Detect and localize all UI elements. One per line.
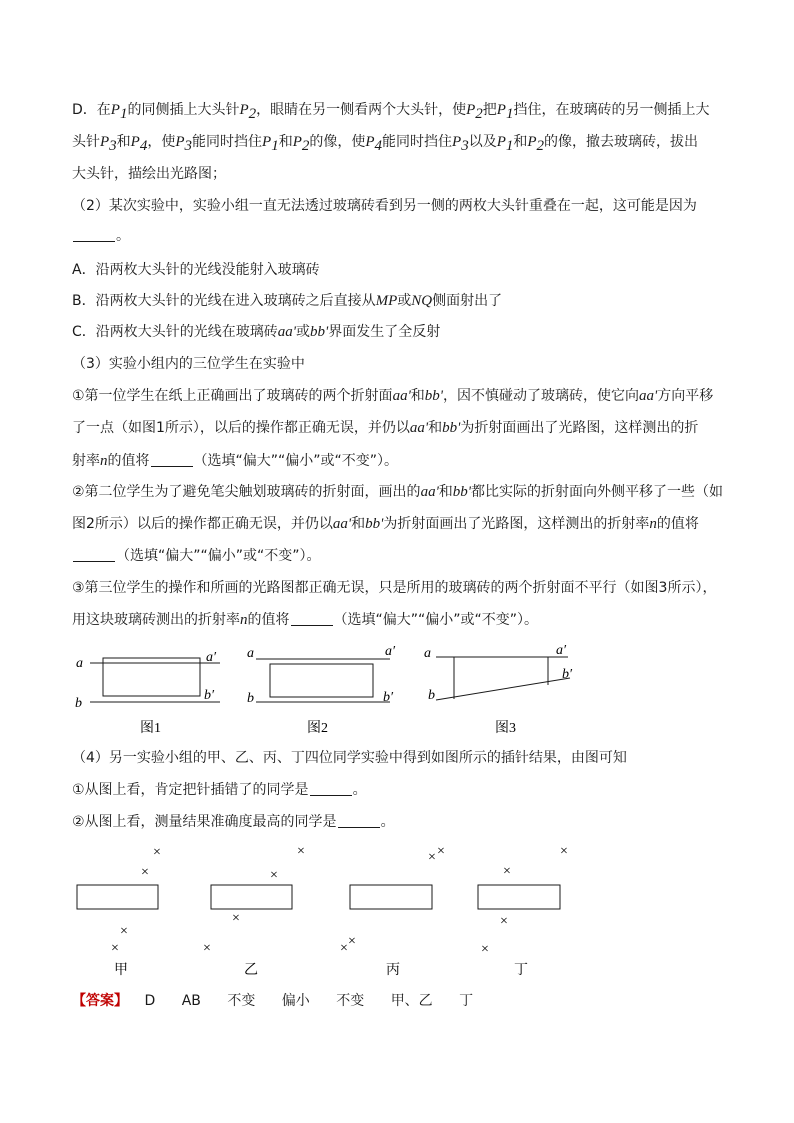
symbol-aa: aa'	[392, 388, 411, 404]
pin-mark: ×	[348, 934, 356, 949]
text: 和	[351, 516, 366, 532]
label-b: b	[247, 691, 254, 706]
label-a-prime: a′	[206, 650, 217, 665]
answer-blank[interactable]	[310, 781, 352, 796]
sub: 3	[461, 137, 469, 154]
text: 侧面射出了	[432, 293, 503, 309]
student-2-line-1	[72, 482, 723, 502]
student-2-line-3	[72, 546, 321, 566]
text: ①从图上看，肯定把针插错了的同学是	[72, 782, 309, 798]
symbol-n: n	[240, 612, 248, 628]
figure-3	[436, 657, 570, 700]
symbol-p2: P	[292, 134, 302, 150]
pin-mark: ×	[297, 844, 305, 859]
answer-value: 甲、乙	[390, 993, 433, 1009]
label-yi: 乙	[244, 963, 258, 978]
figure-2	[256, 659, 390, 702]
answer-blank[interactable]	[73, 547, 115, 562]
label-a: a	[247, 646, 254, 661]
brick-jia	[77, 885, 158, 909]
symbol-p4: P	[365, 134, 375, 150]
label-b: b	[428, 688, 435, 703]
sub: 1	[271, 137, 279, 154]
text: ，因不慎碰动了玻璃砖，使它向	[443, 388, 639, 404]
symbol-p1: P	[496, 102, 506, 118]
sub: 2	[301, 137, 310, 154]
text: （选填“偏大”“偏小”或“不变”）。	[333, 612, 539, 628]
text: 的值将	[247, 612, 290, 628]
answer-value: 偏小	[281, 993, 310, 1009]
line-bb	[436, 678, 570, 700]
brick-ding	[478, 885, 560, 909]
figures-1-3	[0, 640, 794, 740]
label-b-prime: b′	[204, 688, 215, 703]
glass-brick	[270, 664, 373, 697]
answer-blank[interactable]	[151, 452, 193, 467]
symbol-n: n	[649, 516, 657, 532]
pin-mark: ×	[120, 924, 128, 939]
sub: 1	[505, 137, 514, 154]
question-4-2	[72, 812, 395, 832]
text: 的同侧插上大头针	[127, 102, 240, 118]
text: 或	[296, 324, 310, 340]
pin-mark: ×	[437, 844, 445, 859]
answer-blank[interactable]	[338, 813, 380, 828]
student-1-line-3	[72, 451, 398, 471]
pin-mark: ×	[560, 844, 568, 859]
pin-mark: ×	[428, 850, 436, 865]
sub: 3	[109, 137, 117, 154]
question-2: （2）某次实验中，实验小组一直无法透过玻璃砖看到另一侧的两枚大头针重叠在一起，这可能是因为	[72, 198, 697, 214]
text: 为折射面画出了光路图，这样测出的折	[460, 420, 699, 436]
text: 射率	[72, 453, 100, 469]
sub: 2	[475, 105, 483, 122]
sub: 4	[139, 137, 148, 154]
sub: 2	[536, 137, 545, 154]
label-b-prime: b′	[562, 667, 573, 682]
text: 能同时挡住	[192, 134, 263, 150]
answer-value: AB	[181, 993, 201, 1009]
pin-mark: ×	[270, 868, 278, 883]
symbol-p2: P	[239, 102, 249, 118]
symbol-p3: P	[175, 134, 185, 150]
option-d-line-1	[72, 100, 709, 124]
text: 能同时挡住	[382, 134, 453, 150]
symbol-aa: aa'	[277, 324, 296, 340]
text: 的像，使	[309, 134, 366, 150]
label-b: b	[75, 696, 82, 711]
text: 。	[380, 814, 395, 830]
text: ，眼睛在另一侧看两个大头针，使	[256, 102, 467, 118]
student-1-line-2	[72, 418, 698, 438]
pin-mark: ×	[141, 865, 149, 880]
sub: 3	[184, 137, 193, 154]
answer-blank[interactable]	[73, 227, 115, 242]
text: 图2所示）以后的操作都正确无误，并仍以	[72, 516, 333, 532]
student-1-line-1	[72, 386, 713, 406]
text: B．沿两枚大头针的光线在进入玻璃砖之后直接从	[72, 293, 376, 309]
text: 挡住，在玻璃砖的另一侧插上大	[513, 102, 710, 118]
answer-blank[interactable]	[291, 611, 333, 626]
symbol-p4: P	[130, 134, 140, 150]
symbol-bb: bb'	[442, 420, 461, 436]
text: 。	[352, 782, 367, 798]
symbol-mp: MP	[375, 293, 398, 309]
symbol-nq: NQ	[411, 293, 433, 309]
option-b	[72, 291, 502, 311]
label-a: a	[76, 656, 83, 671]
text: ，使	[147, 134, 176, 150]
caption-fig3: 图3	[495, 721, 516, 736]
question-2-blank-line	[72, 226, 130, 246]
text: 以及	[468, 134, 497, 150]
label-a: a	[424, 646, 431, 661]
answer-value: 不变	[227, 993, 256, 1009]
text: 的值将	[107, 453, 150, 469]
student-3-line-2	[72, 610, 538, 630]
option-a: A．沿两枚大头针的光线没能射入玻璃砖	[72, 262, 320, 278]
figure-1	[90, 658, 220, 702]
symbol-bb: bb'	[365, 516, 384, 532]
text: （选填“偏大”“偏小”或“不变”）。	[193, 453, 399, 469]
text: 和	[428, 420, 443, 436]
text: 为折射面画出了光路图，这样测出的折射率	[383, 516, 650, 532]
symbol-aa: aa'	[409, 420, 429, 436]
text: ②从图上看，测量结果准确度最高的同学是	[72, 814, 337, 830]
symbol-aa: aa'	[420, 484, 439, 500]
text: （选填“偏大”“偏小”或“不变”）。	[116, 548, 321, 564]
caption-fig1: 图1	[140, 721, 161, 736]
answer-line	[72, 990, 495, 1010]
student-2-line-2	[72, 514, 699, 534]
symbol-p1: P	[110, 102, 120, 118]
sub: 4	[374, 137, 383, 154]
symbol-bb: bb'	[424, 388, 443, 404]
text: 方向平移	[657, 388, 714, 404]
answer-value: 不变	[336, 993, 365, 1009]
symbol-p3: P	[100, 134, 110, 150]
pin-mark: ×	[153, 845, 161, 860]
pin-mark: ×	[340, 941, 348, 956]
text: D．在	[72, 102, 111, 118]
label-a-prime: a′	[556, 643, 567, 658]
question-3: （3）实验小组内的三位学生在实验中	[72, 356, 305, 372]
option-d-line-2	[72, 132, 698, 156]
text: 界面发生了全反射	[328, 324, 441, 340]
text: 和	[410, 388, 425, 404]
sub: 2	[248, 105, 257, 122]
text: 的像，撤去玻璃砖，拔出	[544, 134, 699, 150]
text: 头针	[72, 134, 100, 150]
text: 。	[116, 228, 130, 244]
text: 的值将	[656, 516, 699, 532]
text: 和	[116, 134, 131, 150]
question-4: （4）另一实验小组的甲、乙、丙、丁四位同学实验中得到如图所示的插针结果，由图可知	[72, 750, 627, 766]
text: 把	[482, 102, 497, 118]
pin-mark: ×	[111, 941, 119, 956]
pin-mark: ×	[503, 864, 511, 879]
brick-yi	[211, 885, 292, 909]
symbol-n: n	[100, 453, 108, 469]
text: 和	[438, 484, 453, 500]
text: 和	[278, 134, 293, 150]
sub: 1	[505, 105, 514, 122]
student-3-line-1: ③第三位学生的操作和所画的光路图都正确无误，只是所用的玻璃砖的两个折射面不平行（如图3所示），	[72, 580, 717, 596]
pin-mark: ×	[481, 942, 489, 957]
symbol-p2: P	[527, 134, 537, 150]
label-jia: 甲	[114, 963, 128, 978]
caption-fig2: 图2	[307, 721, 328, 736]
label-bing: 丙	[386, 963, 400, 978]
text: ②第二位学生为了避免笔尖触划玻璃砖的折射面，画出的	[72, 484, 421, 500]
option-d-line-3: 大头针，描绘出光路图；	[72, 166, 226, 182]
brick-bing	[350, 885, 432, 909]
sub: 1	[119, 105, 128, 122]
symbol-p3: P	[452, 134, 462, 150]
text: 用这块玻璃砖测出的折射率	[72, 612, 240, 628]
option-c	[72, 322, 440, 342]
label-b-prime: b′	[383, 690, 394, 705]
symbol-bb: bb'	[310, 324, 329, 340]
label-a-prime: a′	[385, 644, 396, 659]
text: 或	[397, 293, 412, 309]
symbol-p2: P	[466, 102, 476, 118]
text: C．沿两枚大头针的光线在玻璃砖	[72, 324, 278, 340]
answer-value: 丁	[459, 993, 474, 1009]
answer-tag: 【答案】	[72, 993, 128, 1009]
symbol-aa: aa'	[639, 388, 658, 404]
label-ding: 丁	[514, 963, 528, 978]
text: 和	[513, 134, 528, 150]
symbol-p1: P	[496, 134, 506, 150]
text: 都比实际的折射面向外侧平移了一些（如	[471, 484, 723, 500]
symbol-aa: aa'	[332, 516, 352, 532]
text: 了一点（如图1所示），以后的操作都正确无误，并仍以	[72, 420, 410, 436]
pin-figures	[0, 838, 794, 978]
answer-value: D	[144, 993, 156, 1009]
question-4-1	[72, 780, 367, 800]
symbol-p1: P	[262, 134, 272, 150]
pin-mark: ×	[500, 914, 508, 929]
text: ①第一位学生在纸上正确画出了玻璃砖的两个折射面	[72, 388, 393, 404]
pin-mark: ×	[232, 911, 240, 926]
pin-mark: ×	[203, 941, 211, 956]
symbol-bb: bb'	[452, 484, 471, 500]
glass-brick	[103, 658, 200, 696]
